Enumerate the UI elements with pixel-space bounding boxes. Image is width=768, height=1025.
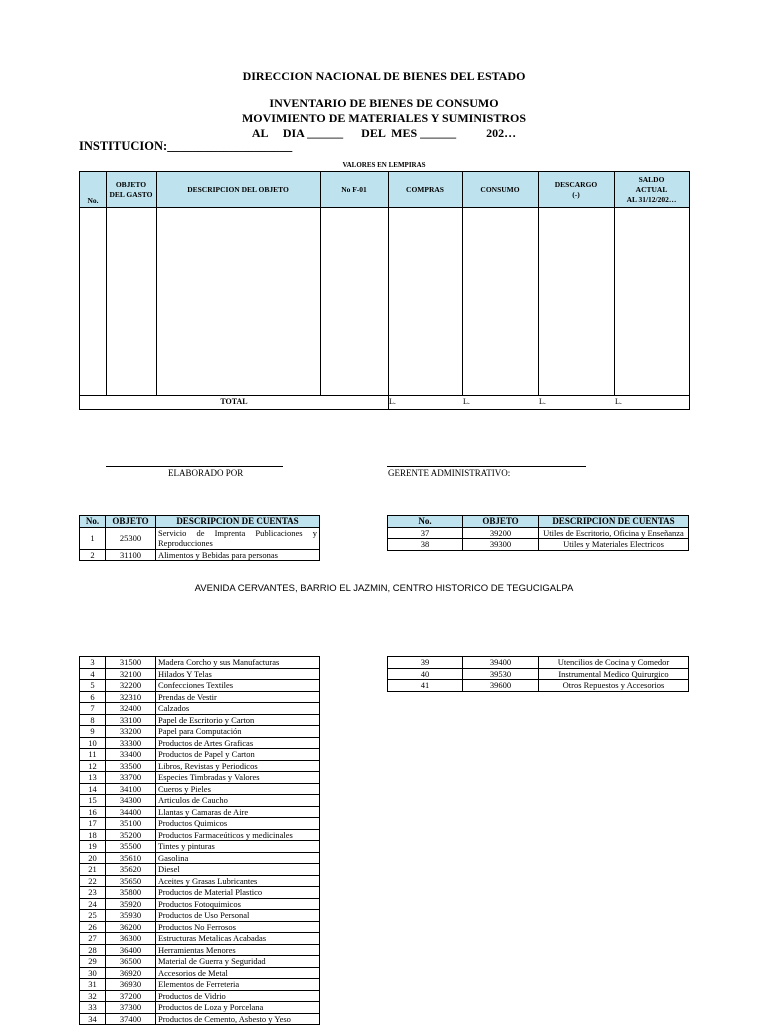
acc-objeto: 35920 <box>106 898 156 910</box>
acc-desc: Productos de Loza y Porcelana <box>156 1002 320 1014</box>
acc-objeto: 36200 <box>106 921 156 933</box>
acc-desc: Llantas y Camaras de Aire <box>156 806 320 818</box>
table-row <box>80 944 320 956</box>
acc-desc: Especies Timbradas y Valores <box>156 772 320 784</box>
acc-desc: Calzados <box>156 703 320 715</box>
table-row <box>80 760 320 772</box>
acc-desc: Tintes y pinturas <box>156 841 320 853</box>
acc-desc: Madera Corcho y sus Manufacturas <box>156 657 320 669</box>
acc-objeto: 25300 <box>106 527 156 549</box>
accounts-table-right <box>387 656 689 692</box>
acc-objeto: 37300 <box>106 1002 156 1014</box>
column-divider <box>320 172 321 395</box>
table-row <box>80 910 320 922</box>
acc-no: 22 <box>80 875 106 887</box>
table-row <box>80 967 320 979</box>
acc-no: 18 <box>80 829 106 841</box>
acc-no: 41 <box>388 680 463 692</box>
acc-no: 13 <box>80 772 106 784</box>
column-divider <box>388 172 389 409</box>
table-row <box>80 818 320 830</box>
col-header-objeto: OBJETO DEL GASTO <box>109 180 153 199</box>
table-row <box>80 749 320 761</box>
acc-no: 11 <box>80 749 106 761</box>
header-date-line: AL DIA ______ DEL MES ______ 202… <box>251 126 517 140</box>
acc-no: 19 <box>80 841 106 853</box>
acc-no: 28 <box>80 944 106 956</box>
acc-no: 6 <box>80 691 106 703</box>
acc-desc: Productos Quimicos <box>156 818 320 830</box>
acc-desc: Confecciones Textiles <box>156 680 320 692</box>
header-subtitle-1: INVENTARIO DE BIENES DE CONSUMO <box>269 96 499 110</box>
table-row <box>80 1002 320 1014</box>
table-row <box>80 726 320 738</box>
acc-desc: Instrumental Medico Quirurgico <box>539 668 689 680</box>
acc-no: 4 <box>80 668 106 680</box>
acc-no: 38 <box>388 539 463 551</box>
table-row <box>80 714 320 726</box>
acc-no: 16 <box>80 806 106 818</box>
acc-objeto: 36920 <box>106 967 156 979</box>
accounts-table-left-top <box>79 515 320 561</box>
acc-desc: Servicio de Imprenta Publicaciones y Reproducciones <box>156 527 320 549</box>
acc-objeto: 36300 <box>106 933 156 945</box>
acc-desc: Utiles y Materiales Electricos <box>539 539 689 551</box>
acc-objeto: 34300 <box>106 795 156 807</box>
acc-header-objeto: OBJETO <box>463 516 539 528</box>
acc-objeto: 37200 <box>106 990 156 1002</box>
acc-desc: Articulos de Caucho <box>156 795 320 807</box>
acc-no: 24 <box>80 898 106 910</box>
signature-line-elaborado <box>106 466 283 467</box>
acc-desc: Estructuras Metalicas Acabadas <box>156 933 320 945</box>
acc-no: 1 <box>80 527 106 549</box>
acc-desc: Papel de Escritorio y Carton <box>156 714 320 726</box>
total-row <box>80 395 689 409</box>
acc-desc: Productos Farmaceúticos y medicinales <box>156 829 320 841</box>
table-row <box>80 921 320 933</box>
accounts-table-right-top <box>387 515 689 551</box>
acc-objeto: 33200 <box>106 726 156 738</box>
acc-no: 8 <box>80 714 106 726</box>
acc-objeto: 35610 <box>106 852 156 864</box>
acc-desc: Utiles de Escritorio, Oficina y Enseñanza <box>539 527 689 539</box>
table-row <box>80 875 320 887</box>
table-row <box>80 657 320 669</box>
acc-no: 39 <box>388 657 463 669</box>
acc-no: 21 <box>80 864 106 876</box>
acc-desc: Diesel <box>156 864 320 876</box>
acc-desc: Productos de Uso Personal <box>156 910 320 922</box>
acc-desc: Aceites y Grasas Lubricantes <box>156 875 320 887</box>
acc-no: 25 <box>80 910 106 922</box>
acc-desc: Papel para Computación <box>156 726 320 738</box>
valores-label: VALORES EN LEMPIRAS <box>342 161 426 169</box>
acc-no: 31 <box>80 979 106 991</box>
acc-desc: Productos de Papel y Carton <box>156 749 320 761</box>
table-row <box>80 772 320 784</box>
acc-desc: Productos Fotoquimicos <box>156 898 320 910</box>
total-compras: L. <box>389 397 396 406</box>
acc-no: 3 <box>80 657 106 669</box>
acc-no: 33 <box>80 1002 106 1014</box>
acc-desc: Libros, Revistas y Periodicos <box>156 760 320 772</box>
acc-objeto: 33300 <box>106 737 156 749</box>
table-row <box>80 852 320 864</box>
acc-no: 23 <box>80 887 106 899</box>
acc-no: 20 <box>80 852 106 864</box>
column-divider <box>106 172 107 395</box>
acc-no: 27 <box>80 933 106 945</box>
acc-desc: Utencilios de Cocina y Comedor <box>539 657 689 669</box>
acc-objeto: 39300 <box>463 539 539 551</box>
column-divider <box>538 172 539 409</box>
total-saldo: L. <box>615 397 622 406</box>
acc-no: 29 <box>80 956 106 968</box>
acc-desc: Productos de Material Plastico <box>156 887 320 899</box>
acc-no: 30 <box>80 967 106 979</box>
acc-objeto: 35650 <box>106 875 156 887</box>
acc-desc: Elementos de Ferreteria <box>156 979 320 991</box>
acc-objeto: 37400 <box>106 1013 156 1025</box>
table-row <box>80 703 320 715</box>
table-row <box>80 841 320 853</box>
table-row <box>80 829 320 841</box>
acc-no: 2 <box>80 549 106 561</box>
acc-objeto: 32100 <box>106 668 156 680</box>
table-row <box>80 691 320 703</box>
signature-line-gerente <box>387 466 586 467</box>
acc-no: 10 <box>80 737 106 749</box>
table-row <box>80 990 320 1002</box>
acc-desc: Cueros y Pieles <box>156 783 320 795</box>
acc-no: 32 <box>80 990 106 1002</box>
col-header-descripcion: DESCRIPCION DEL OBJETO <box>187 185 289 194</box>
table-row <box>80 898 320 910</box>
table-row <box>80 887 320 899</box>
column-divider <box>462 172 463 409</box>
table-row <box>388 657 689 669</box>
column-divider <box>156 172 157 395</box>
acc-objeto: 33400 <box>106 749 156 761</box>
total-consumo: L. <box>463 397 470 406</box>
total-descargo: L. <box>539 397 546 406</box>
acc-objeto: 31500 <box>106 657 156 669</box>
col-header-saldo: SALDO ACTUAL AL 31/12/202… <box>626 175 677 204</box>
table-row <box>80 668 320 680</box>
inventory-table <box>79 171 690 410</box>
acc-objeto: 39530 <box>463 668 539 680</box>
acc-no: 40 <box>388 668 463 680</box>
acc-objeto: 33500 <box>106 760 156 772</box>
gerente-label: GERENTE ADMINISTRATIVO: <box>388 468 511 478</box>
table-row <box>80 527 320 549</box>
acc-objeto: 31100 <box>106 549 156 561</box>
col-header-compras: COMPRAS <box>406 185 444 194</box>
acc-objeto: 39600 <box>463 680 539 692</box>
table-row <box>80 1013 320 1025</box>
column-divider <box>614 172 615 409</box>
acc-no: 12 <box>80 760 106 772</box>
acc-objeto: 35200 <box>106 829 156 841</box>
table-row <box>80 864 320 876</box>
acc-no: 34 <box>80 1013 106 1025</box>
acc-objeto: 36400 <box>106 944 156 956</box>
table-row <box>80 795 320 807</box>
table-row <box>80 783 320 795</box>
acc-objeto: 36500 <box>106 956 156 968</box>
table-row <box>80 737 320 749</box>
elaborado-label: ELABORADO POR <box>168 468 244 478</box>
acc-desc: Productos de Vidrio <box>156 990 320 1002</box>
column-divider <box>388 395 389 409</box>
acc-desc: Herramientas Menores <box>156 944 320 956</box>
acc-no: 14 <box>80 783 106 795</box>
acc-desc: Material de Guerra y Seguridad <box>156 956 320 968</box>
acc-objeto: 35800 <box>106 887 156 899</box>
acc-no: 17 <box>80 818 106 830</box>
col-header-no: No. <box>87 196 99 205</box>
acc-no: 26 <box>80 921 106 933</box>
acc-desc: Otros Repuestos y Accesorios <box>539 680 689 692</box>
acc-no: 37 <box>388 527 463 539</box>
acc-objeto: 34400 <box>106 806 156 818</box>
acc-no: 7 <box>80 703 106 715</box>
acc-desc: Productos de Artes Graficas <box>156 737 320 749</box>
acc-desc: Hilados Y Telas <box>156 668 320 680</box>
acc-header-desc: DESCRIPCION DE CUENTAS <box>156 516 320 528</box>
acc-header-objeto: OBJETO <box>106 516 156 528</box>
table-row <box>388 680 689 692</box>
table-row <box>388 539 689 551</box>
acc-desc: Productos de Cemento, Asbesto y Yeso <box>156 1013 320 1025</box>
acc-desc: Alimentos y Bebidas para personas <box>156 549 320 561</box>
acc-no: 5 <box>80 680 106 692</box>
total-label: TOTAL <box>220 397 248 406</box>
acc-objeto: 39400 <box>463 657 539 669</box>
table-row <box>388 668 689 680</box>
acc-header-no: No. <box>388 516 463 528</box>
acc-objeto: 32400 <box>106 703 156 715</box>
acc-objeto: 39200 <box>463 527 539 539</box>
acc-objeto: 35500 <box>106 841 156 853</box>
acc-no: 15 <box>80 795 106 807</box>
table-row <box>80 680 320 692</box>
table-row <box>80 979 320 991</box>
acc-objeto: 35930 <box>106 910 156 922</box>
col-header-descargo: DESCARGO (-) <box>554 180 598 199</box>
acc-objeto: 32310 <box>106 691 156 703</box>
acc-objeto: 33700 <box>106 772 156 784</box>
table-row <box>80 806 320 818</box>
table-row <box>388 527 689 539</box>
acc-objeto: 34100 <box>106 783 156 795</box>
table-row <box>80 549 320 561</box>
acc-desc: Accesorios de Metal <box>156 967 320 979</box>
table-row <box>80 933 320 945</box>
acc-no: 9 <box>80 726 106 738</box>
acc-objeto: 33100 <box>106 714 156 726</box>
acc-objeto: 35620 <box>106 864 156 876</box>
acc-desc: Prendas de Vestir <box>156 691 320 703</box>
address-footer: AVENIDA CERVANTES, BARRIO EL JAZMIN, CENTRO HISTORICO DE TEGUCIGALPA <box>194 583 574 594</box>
header-title: DIRECCION NACIONAL DE BIENES DEL ESTADO <box>242 69 526 83</box>
col-header-consumo: CONSUMO <box>480 185 520 194</box>
accounts-table-left <box>79 656 320 1025</box>
acc-header-desc: DESCRIPCION DE CUENTAS <box>539 516 689 528</box>
acc-objeto: 32200 <box>106 680 156 692</box>
institucion-label: INSTITUCION:____________________ <box>79 139 293 153</box>
acc-objeto: 36930 <box>106 979 156 991</box>
col-header-f01: No F-01 <box>341 185 367 194</box>
acc-objeto: 35100 <box>106 818 156 830</box>
acc-desc: Gasolina <box>156 852 320 864</box>
header-subtitle-2: MOVIMIENTO DE MATERIALES Y SUMINISTROS <box>241 111 527 125</box>
table-row <box>80 956 320 968</box>
acc-header-no: No. <box>80 516 106 528</box>
acc-desc: Productos No Ferrosos <box>156 921 320 933</box>
